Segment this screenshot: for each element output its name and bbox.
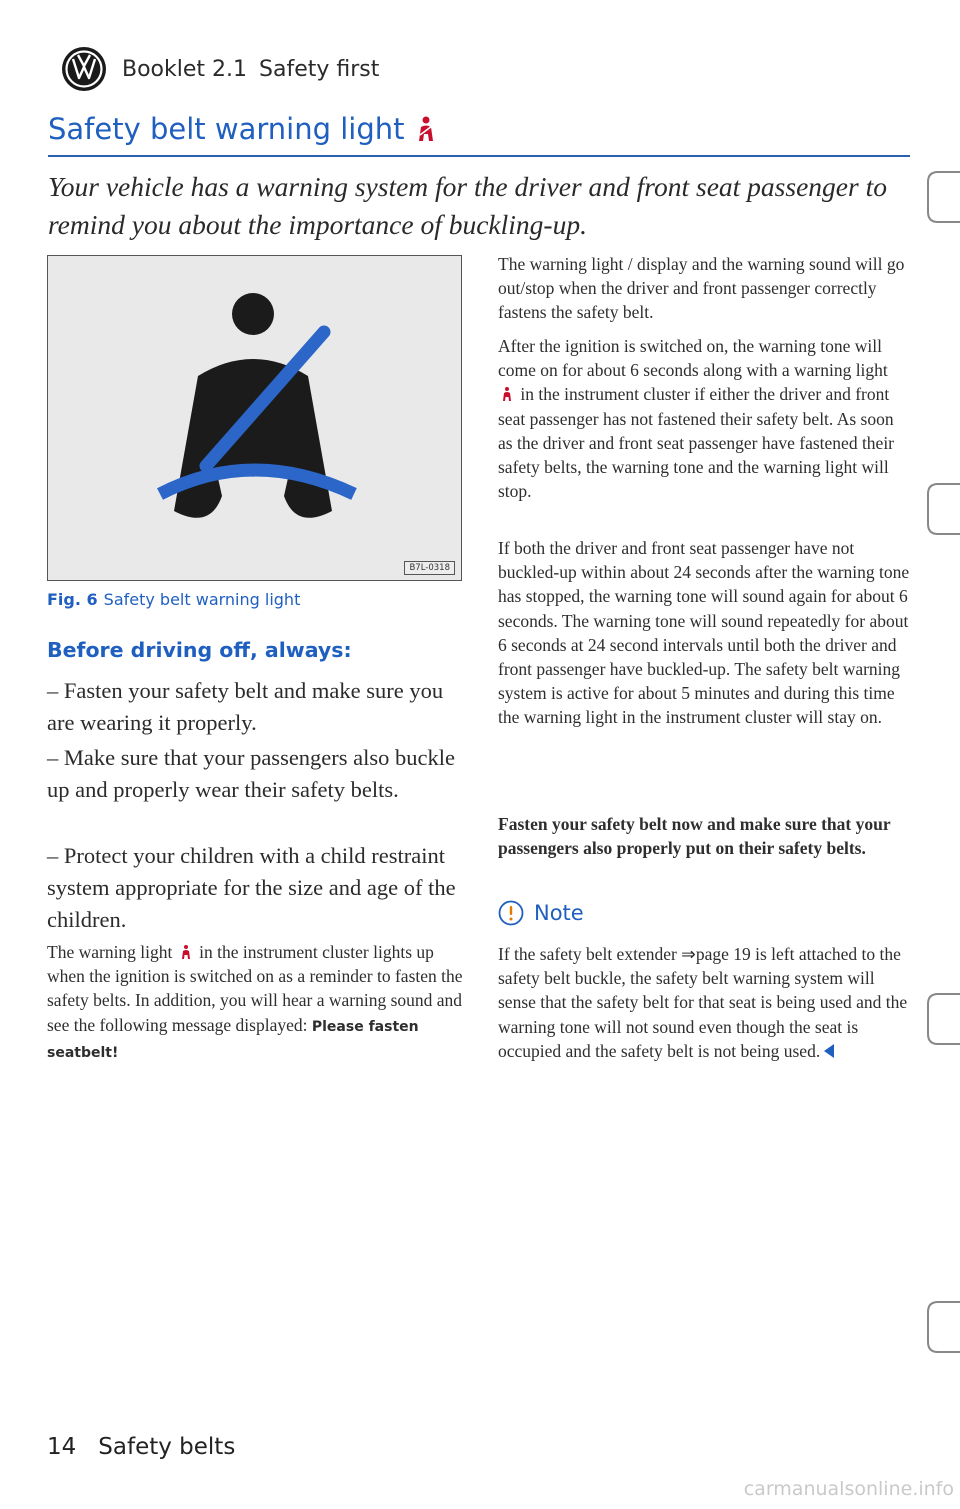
paragraph-text: After the ignition is switched on, the warning tone will come on for about 6 seconds along with a warning light — [498, 336, 888, 381]
paragraph: If both the driver and front seat passenger have not buckled-up within about 24 seconds after the warning tone has stopped, the warning tone will sound again for about 6 seconds. The warning tone will sound repeatedly for about 6 seconds at 24 second intervals until both the driver and front passenger have buckled-up. The safety belt warning system is active for about 5 minutes and during this time the warning light in the instrument cluster will stay on. — [498, 538, 910, 728]
figure-caption — [47, 590, 300, 609]
side-tab-icon — [922, 168, 960, 226]
info-icon — [498, 900, 524, 926]
figure-image — [47, 255, 462, 581]
booklet-breadcrumb — [122, 57, 391, 82]
page-header — [60, 44, 391, 94]
vw-logo-icon — [60, 45, 108, 93]
figure-caption-label: Fig. 6 — [47, 590, 98, 609]
chapter-label: Safety belts — [98, 1434, 236, 1460]
title-rule — [48, 155, 910, 157]
note-heading — [498, 900, 584, 926]
seatbelt-warning-icon — [415, 114, 437, 144]
paragraph: The warning light / display and the warning sound will go out/stop when the driver and front passenger correctly fastens the safety belt. — [498, 254, 905, 323]
page-footer — [47, 1434, 257, 1460]
page-number: 14 — [47, 1434, 77, 1460]
paragraph-text: in the instrument cluster lights up when the ignition is switched on as a reminder to fasten the safety belts. In addition, you will hear a warning sound and see the following message displayed: — [47, 942, 463, 1035]
seatbelt-illustration — [48, 256, 461, 580]
display-message: Please fasten seatbelt! — [47, 1018, 419, 1061]
section-title — [48, 112, 437, 146]
seatbelt-warning-icon — [180, 944, 192, 960]
section-title-text: Safety belt warning light — [48, 112, 405, 146]
side-tab-icon — [922, 990, 960, 1048]
note-paragraph — [498, 942, 910, 1063]
list-item: – Fasten your safety belt and make sure you are wearing it properly. — [47, 678, 444, 735]
watermark: carmanualsonline.info — [743, 1478, 954, 1500]
figure-code: B7L-0318 — [404, 561, 455, 575]
section-label: Safety first — [259, 56, 380, 82]
end-marker-icon — [824, 1044, 834, 1058]
note-label: Note — [534, 901, 584, 925]
warning-light-paragraph — [47, 940, 465, 1065]
paragraph-text: The warning light — [47, 942, 173, 962]
paragraph-text: If the safety belt extender ⇒page 19 is left attached to the safety belt buckle, the safety belt warning system will sense that the safety belt for that seat is being used and the warning tone will not sound even though the seat is occupied and the safety belt is not being used. — [498, 944, 908, 1061]
side-tab-icon — [922, 1298, 960, 1356]
list-item: – Protect your children with a child restraint system appropriate for the size and age of the children. — [47, 843, 456, 932]
emphasis-paragraph: Fasten your safety belt now and make sure that your passengers also properly put on their safety belts. — [498, 814, 891, 859]
side-tab-icon — [922, 480, 960, 538]
list-item: – Make sure that your passengers also buckle up and properly wear their safety belts. — [47, 745, 456, 802]
paragraph — [498, 334, 910, 503]
figure-caption-text: Safety belt warning light — [103, 590, 301, 609]
seatbelt-warning-icon — [501, 386, 513, 402]
booklet-label: Booklet 2.1 — [122, 56, 248, 82]
before-driving-heading: Before driving off, always: — [47, 638, 352, 662]
intro-text: Your vehicle has a warning system for the driver and front seat passenger to remind you about the importance of buckling-up. — [48, 171, 887, 240]
paragraph-text: in the instrument cluster if either the driver and front seat passenger has not fastened their safety belt. As soon as the driver and front seat passenger have fastened their safety belts, the warning tone and the warning light will stop. — [498, 384, 895, 502]
